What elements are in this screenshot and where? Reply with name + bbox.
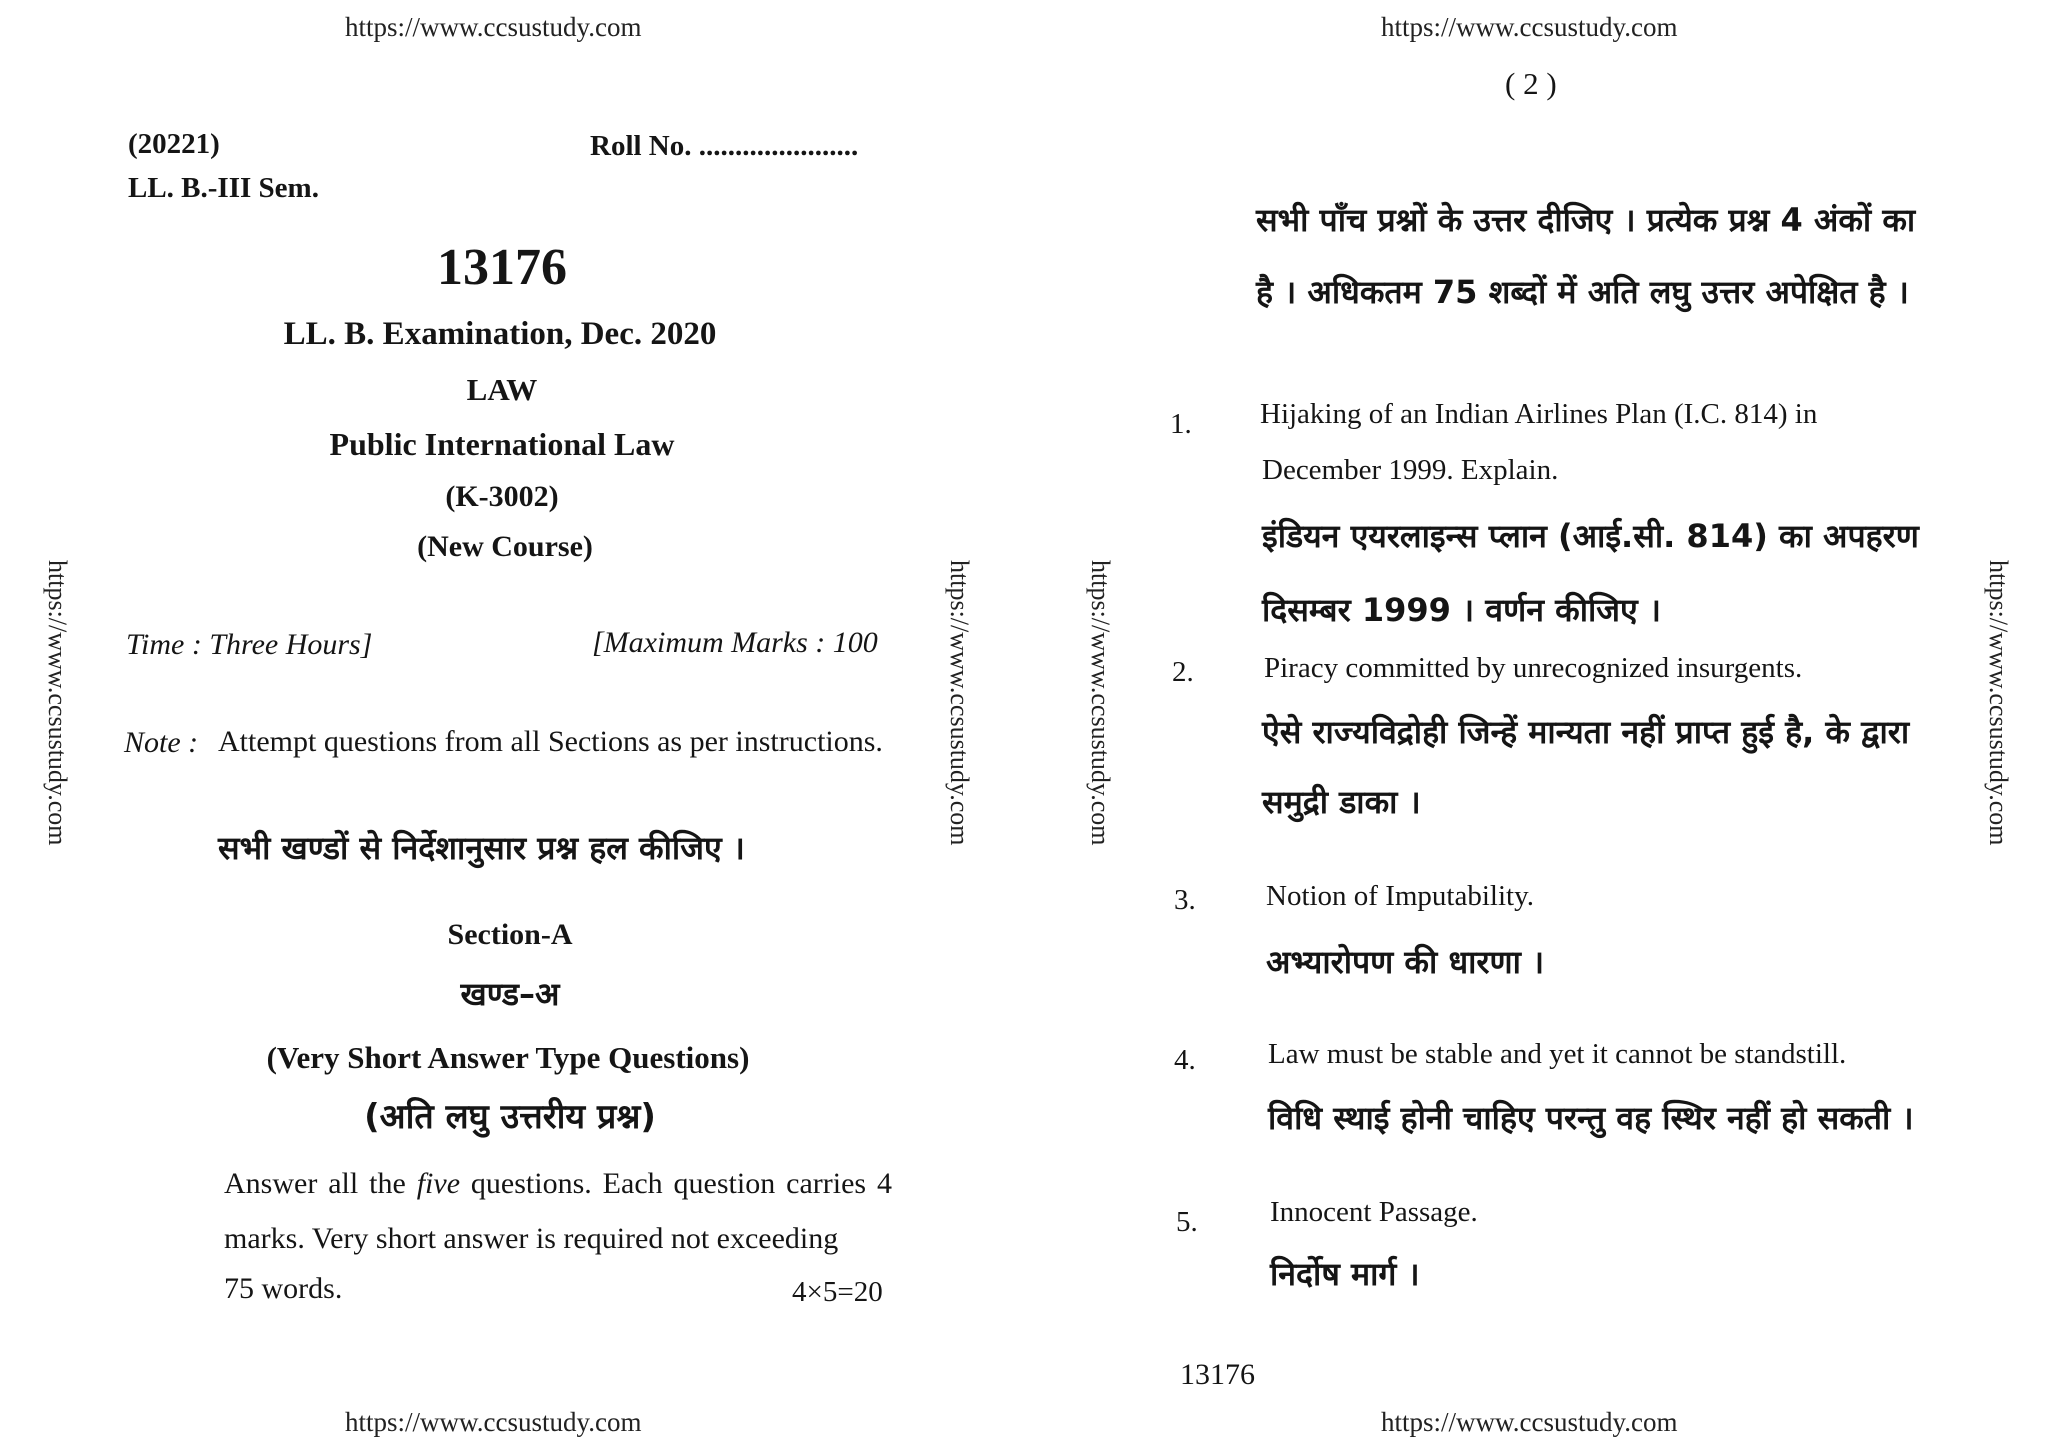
footer-url-left: https://www.ccsustudy.com [345, 1407, 642, 1437]
paper-title: Public International Law [329, 426, 675, 462]
question-number: 2. [1172, 656, 1194, 688]
section-hindi: खण्ड–अ [460, 975, 560, 1013]
question-text: December 1999. Explain. [1262, 454, 1559, 486]
question-text: Piracy committed by unrecognized insurgents. [1264, 652, 1803, 684]
note-label: Note : [124, 726, 199, 759]
question-text-hindi: अभ्यारोपण की धारणा । [1266, 943, 1545, 981]
side-url-2: https://www.ccsustudy.com [945, 560, 974, 846]
header-url-left: https://www.ccsustudy.com [345, 12, 642, 42]
course: (New Course) [417, 530, 593, 563]
instruction-hindi-line-2: है । अधिकतम 75 शब्दों में अति लघु उत्तर अपेक्षित है । [1256, 273, 1909, 311]
question-type-hindi: (अति लघु उत्तरीय प्रश्न) [364, 1097, 656, 1137]
question-text-hindi: विधि स्थाई होनी चाहिए परन्तु वह स्थिर नहीं हो सकती । [1268, 1099, 1914, 1137]
note-hindi: सभी खण्डों से निर्देशानुसार प्रश्न हल कीजिए । [218, 829, 745, 867]
paper-code: (20221) [128, 128, 220, 160]
question-number: 4. [1174, 1044, 1196, 1076]
paper-number: 13176 [437, 239, 567, 296]
question-text-hindi: ऐसे राज्यविद्रोही जिन्हें मान्यता नहीं प्राप्त हुई है, के द्वारा [1262, 713, 1910, 751]
side-url-4: https://www.ccsustudy.com [1984, 560, 2013, 846]
header-url-right: https://www.ccsustudy.com [1381, 12, 1678, 42]
question-number: 3. [1174, 884, 1196, 916]
instruction-last: 75 words. [224, 1272, 343, 1305]
side-url-1: https://www.ccsustudy.com [43, 560, 72, 846]
time: Time : Three Hours] [126, 628, 373, 661]
question-number: 5. [1176, 1206, 1198, 1238]
semester: LL. B.-III Sem. [128, 172, 319, 204]
footer-url-right: https://www.ccsustudy.com [1381, 1407, 1678, 1437]
marks-formula: 4×5=20 [792, 1276, 883, 1308]
subject: LAW [466, 372, 538, 407]
question-text: Notion of Imputability. [1266, 880, 1534, 912]
note-text: Attempt questions from all Sections as per instructions. [218, 725, 883, 758]
course-code: (K-3002) [445, 480, 559, 513]
instructions: Answer all the five questions. Each question carries 4 marks. Very short answer is required not exceeding [224, 1167, 892, 1255]
max-marks: [Maximum Marks : 100 [592, 626, 878, 659]
footer-code: 13176 [1180, 1358, 1255, 1391]
question-text-hindi: इंडियन एयरलाइन्स प्लान (आई.सी. 814) का अपहरण [1262, 517, 1919, 555]
instruction-hindi-line-1: सभी पाँच प्रश्नों के उत्तर दीजिए । प्रत्येक प्रश्न 4 अंकों का [1256, 201, 1916, 239]
roll-no: Roll No. ...................... [590, 130, 859, 162]
question-text: Law must be stable and yet it cannot be standstill. [1268, 1038, 1847, 1070]
question-text: Innocent Passage. [1270, 1196, 1478, 1228]
section-heading: Section-A [447, 918, 573, 951]
page-number: ( 2 ) [1505, 66, 1557, 101]
question-text-hindi: समुद्री डाका । [1262, 783, 1421, 821]
question-text-hindi: निर्दोष मार्ग । [1270, 1255, 1420, 1293]
question-text-hindi: दिसम्बर 1999 । वर्णन कीजिए । [1262, 591, 1661, 629]
exam-title: LL. B. Examination, Dec. 2020 [283, 316, 717, 352]
side-url-3: https://www.ccsustudy.com [1086, 560, 1115, 846]
question-type: (Very Short Answer Type Questions) [266, 1040, 750, 1075]
question-text: Hijaking of an Indian Airlines Plan (I.C. 814) in [1260, 398, 1818, 430]
question-number: 1. [1170, 408, 1192, 440]
